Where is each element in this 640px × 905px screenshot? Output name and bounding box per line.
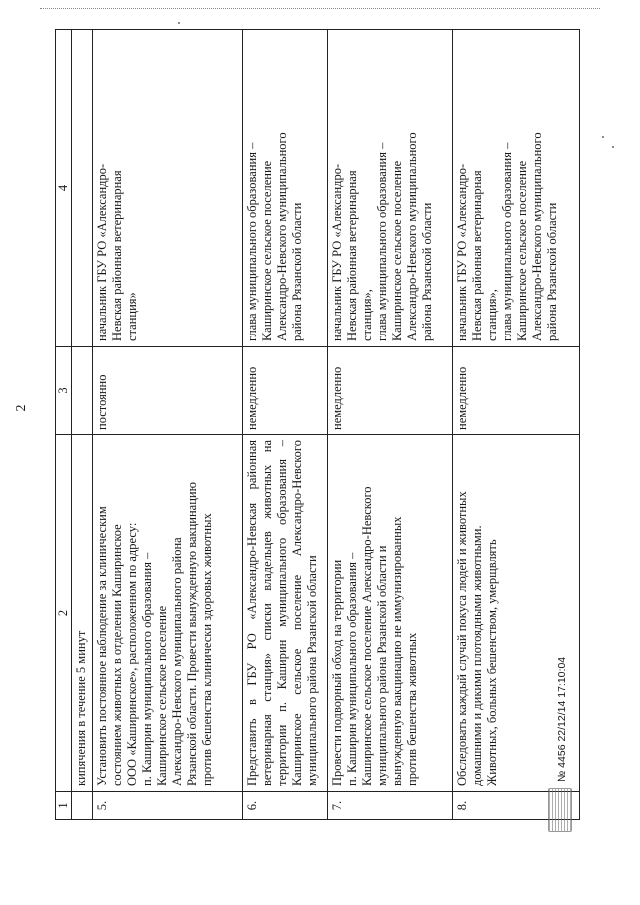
- action-plan-table: [55, 29, 580, 820]
- column-header-4: 4: [56, 30, 72, 347]
- table-row: [243, 30, 328, 820]
- row-number: 6.: [243, 792, 328, 820]
- responsible-text: начальник ГБУ РО «Александро- Невская районная ветеринарная станция», глава муниципального образования – Каширинское сельское поселение Александро-Невского муниципального района Рязанской области: [453, 30, 580, 347]
- column-header-1: 1: [56, 792, 72, 820]
- column-header-3: 3: [56, 347, 72, 435]
- table-row-continuation: [72, 30, 93, 820]
- deadline-text: немедленно: [243, 347, 328, 435]
- document-table-rotated: [55, 30, 580, 820]
- deadline-text: немедленно: [328, 347, 453, 435]
- doc-registration-stamp: № 4456 22/12/14 17:10:04: [556, 656, 568, 782]
- page-number: 2: [14, 404, 29, 412]
- footer: [556, 600, 572, 860]
- scan-speck: [602, 136, 604, 138]
- row-number: 7.: [328, 792, 453, 820]
- scan-edge-marks: [40, 8, 600, 13]
- action-text: Обследовать каждый случай покуса людей и животных домашними и дикими плотоядными животными. Животных, больных бешенством, умерщвлять: [453, 435, 580, 792]
- row-number: 5.: [93, 792, 243, 820]
- continuation-text: кипячения в течение 5 минут: [72, 435, 93, 792]
- scan-speck: [178, 22, 180, 24]
- deadline-text: немедленно: [453, 347, 580, 435]
- table-row: [328, 30, 453, 820]
- action-text: Установить постоянное наблюдение за клиническим состоянием животных в отделении Каширинское ООО «Каширинское», расположенном по адресу: п. Каширин муниципального образования – Каширинское сельское поселение Александро-Невского муниципального района Рязанской области. Провести вынужденную вакцинацию против бешенства клинически здоровых животных: [93, 435, 243, 792]
- responsible-text: начальник ГБУ РО «Александро- Невская районная ветеринарная станция»: [93, 30, 243, 347]
- deadline-text: постоянно: [93, 347, 243, 435]
- table-row: [93, 30, 243, 820]
- responsible-text: глава муниципального образования – Каширинское сельское поселение Александро-Невского муниципального района Рязанской области: [243, 30, 328, 347]
- row-number: 8.: [453, 792, 580, 820]
- responsible-text: начальник ГБУ РО «Александро- Невская районная ветеринарная станция», глава муниципального образования – Каширинское сельское поселение Александро-Невского муниципального района Рязанской области: [328, 30, 453, 347]
- column-header-2: 2: [56, 435, 72, 792]
- action-text: Провести подворный обход на территории п. Каширин муниципального образования – Каширинское сельское поселение Александро-Невского муниципального района Рязанской области и вынужденную вакцинацию не иммунизированных против бешенства животных: [328, 435, 453, 792]
- scan-speck: [612, 146, 614, 148]
- table-header-row: [56, 30, 72, 820]
- action-text: Представить в ГБУ РО «Александро-Невская районная ветеринарная станция» списки владельцев животных на территории п. Каширин муниципального образования – Каширинское сельское поселение Александро-Невского муниципального района Рязанской области: [243, 435, 328, 792]
